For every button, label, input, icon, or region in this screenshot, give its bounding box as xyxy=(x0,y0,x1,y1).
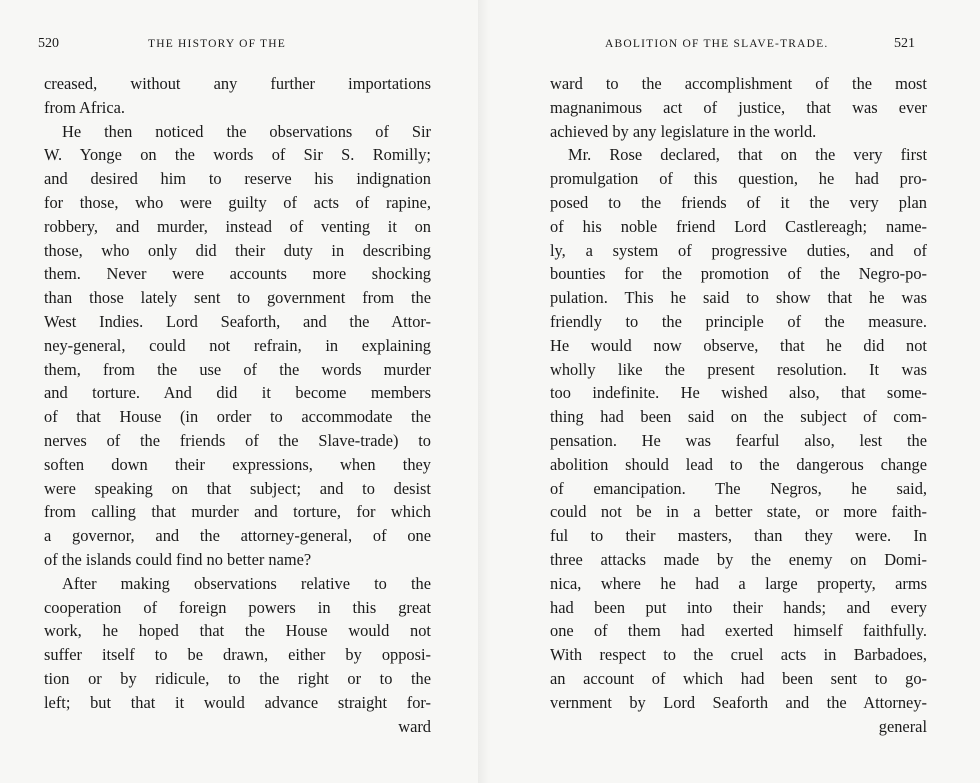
text-line: one of them had exerted himself faithfully. xyxy=(550,621,927,641)
right-page-number: 521 xyxy=(894,36,915,51)
text-line: left; but that it would advance straight for- xyxy=(44,692,431,712)
text-line: could not be in a better state, or more faith- xyxy=(550,502,927,522)
text-line: too indefinite. He wished also, that some- xyxy=(550,383,927,403)
text-line: a governor, and the attorney-general, of one xyxy=(44,526,431,546)
right-page-text xyxy=(550,72,927,738)
text-line: than those lately sent to government from the xyxy=(44,288,431,308)
text-line: vernment by Lord Seaforth and the Attorney- xyxy=(550,692,927,712)
text-line: nerves of the friends of the Slave-trade) to xyxy=(44,430,431,450)
text-line: them. Never were accounts more shocking xyxy=(44,264,431,284)
text-line: ly, a system of progressive duties, and of xyxy=(550,240,927,260)
text-line: soften down their expressions, when they xyxy=(44,454,431,474)
text-line: posed to the friends of it the very plan xyxy=(550,192,927,212)
catchword: general xyxy=(878,716,927,736)
text-line: ward to the accomplishment of the most xyxy=(550,74,927,93)
catchword: ward xyxy=(398,716,431,736)
book-gutter xyxy=(478,0,490,783)
text-line: of his noble friend Lord Castlereagh; name- xyxy=(550,216,927,236)
text-line: robbery, and murder, instead of venting it on xyxy=(44,216,431,236)
text-line: work, he hoped that the House would not xyxy=(44,621,431,641)
text-line: magnanimous act of justice, that was ever xyxy=(550,97,927,117)
text-line: pensation. He was fearful also, lest the xyxy=(550,430,927,450)
text-line: nica, where he had a large property, arms xyxy=(550,573,927,593)
text-line: achieved by any legislature in the world. xyxy=(550,121,817,141)
text-line: pulation. This he said to show that he was xyxy=(550,288,927,308)
text-line: W. Yonge on the words of Sir S. Romilly; xyxy=(44,145,431,165)
text-line: friendly to the principle of the measure. xyxy=(550,311,927,331)
text-line: Mr. Rose declared, that on the very first xyxy=(568,145,927,165)
text-line: thing had been said on the subject of com- xyxy=(550,407,927,427)
text-line: With respect to the cruel acts in Barbadoes, xyxy=(550,645,927,665)
left-page-number: 520 xyxy=(38,36,59,51)
text-line: and torture. And did it become members xyxy=(44,383,431,403)
text-line: of the islands could find no better name? xyxy=(44,549,312,569)
text-line: of emancipation. The Negros, he said, xyxy=(550,478,927,498)
right-running-head: ABOLITION OF THE SLAVE-TRADE. xyxy=(605,38,829,50)
text-line: West Indies. Lord Seaforth, and the Attor- xyxy=(44,311,431,331)
text-line: cooperation of foreign powers in this great xyxy=(44,597,431,617)
text-line: and desired him to reserve his indignation xyxy=(44,169,431,189)
text-line: had been put into their hands; and every xyxy=(550,597,927,617)
left-page-text xyxy=(44,72,431,738)
text-line: those, who only did their duty in describing xyxy=(44,240,431,260)
text-line: three attacks made by the enemy on Domi- xyxy=(550,549,927,569)
text-line: bounties for the promotion of the Negro-po- xyxy=(550,264,927,284)
left-running-head: THE HISTORY OF THE xyxy=(148,38,286,50)
text-line: an account of which had been sent to go- xyxy=(550,668,927,688)
text-line: ney-general, could not refrain, in explaining xyxy=(44,335,431,355)
text-line: suffer itself to be drawn, either by opposi- xyxy=(44,645,431,665)
text-line: ful to their masters, than they were. In xyxy=(550,526,927,546)
text-line: tion or by ridicule, to the right or to the xyxy=(44,668,431,688)
left-page xyxy=(0,0,478,783)
text-line: from Africa. xyxy=(44,97,126,117)
text-line: promulgation of this question, he had pro- xyxy=(550,169,927,189)
text-line: creased, without any further importations xyxy=(44,74,431,93)
text-line: for those, who were guilty of acts of rapine, xyxy=(44,192,431,212)
text-line: them, from the use of the words murder xyxy=(44,359,431,379)
text-line: wholly like the present resolution. It was xyxy=(550,359,927,379)
text-line: He would now observe, that he did not xyxy=(550,335,927,355)
text-line: He then noticed the observations of Sir xyxy=(62,121,431,141)
text-line: of that House (in order to accommodate the xyxy=(44,407,431,427)
text-line: were speaking on that subject; and to desist xyxy=(44,478,431,498)
text-line: from calling that murder and torture, for which xyxy=(44,502,431,522)
right-page xyxy=(490,0,980,783)
text-line: abolition should lead to the dangerous change xyxy=(550,454,927,474)
text-line: After making observations relative to the xyxy=(62,573,431,593)
